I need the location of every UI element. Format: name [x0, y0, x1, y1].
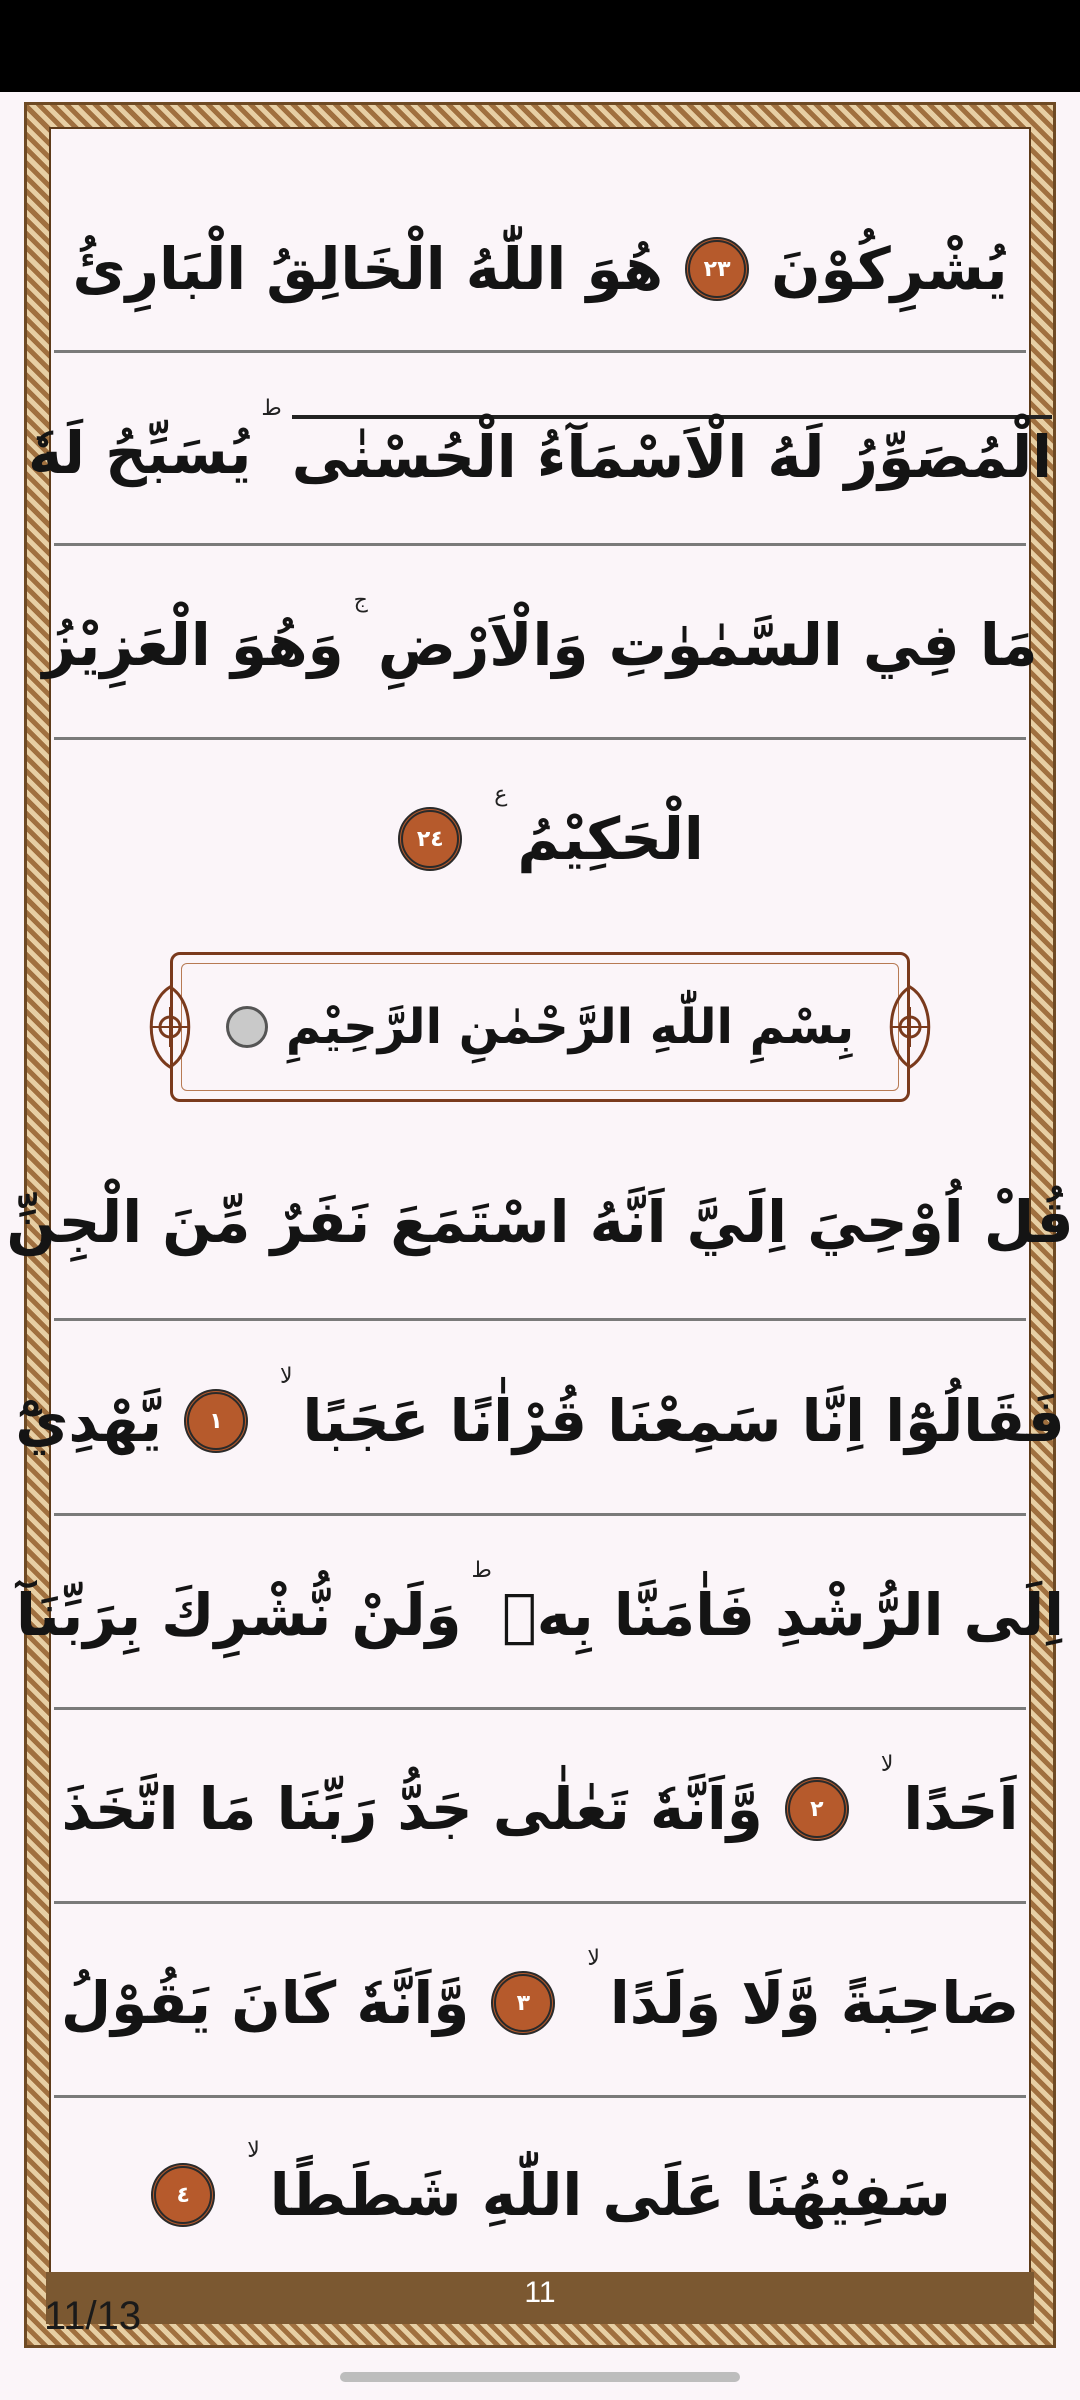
line-text-after: وَهُوَ الْعَزِيْزُ: [42, 611, 344, 679]
floral-ornament-icon: [865, 982, 955, 1072]
bismillah-text: بِسْمِ اللّٰهِ الرَّحْمٰنِ الرَّحِيْمِ: [285, 999, 855, 1055]
pause-mark: لا: [247, 2138, 260, 2163]
line-text: سَفِيْهُنَا عَلَى اللّٰهِ شَطَطًا: [269, 2161, 951, 2229]
line-text-after: وَلَنْ نُّشْرِكَ بِرَبِّنَآ: [16, 1581, 462, 1649]
ayah-number-marker: ٢٣: [685, 237, 749, 301]
line-divider: [54, 543, 1026, 546]
line-divider: [54, 350, 1026, 353]
line-divider: [54, 1513, 1026, 1516]
pause-mark: لا: [880, 1752, 894, 1777]
quran-line-7[interactable]: [16, 1518, 1064, 1712]
line-text-after: يَّهْدِيْٓ: [15, 1387, 162, 1455]
quran-line-5[interactable]: [6, 1125, 1074, 1319]
line-divider: [54, 1318, 1026, 1321]
line-text-after: وَّاَنَّهٗ تَعٰلٰى جَدُّ رَبِّنَا مَا اتَّخَذَ: [61, 1775, 763, 1843]
line-text: الْمُصَوِّرُ لَهُ الْاَسْمَآءُ الْحُسْنٰى: [292, 415, 1052, 491]
line-divider: [54, 1901, 1026, 1904]
quran-line-2[interactable]: [27, 356, 1052, 550]
line-text-after: يُسَبِّحُ لَهٗ: [27, 419, 252, 487]
line-text: يُشْرِكُوْنَ: [771, 235, 1008, 303]
pause-mark: لا: [587, 1946, 600, 1971]
status-bar: [0, 0, 1080, 92]
line-text: صَاحِبَةً وَّلَا وَلَدًا: [609, 1969, 1020, 2037]
line-text: قُلْ اُوْحِيَ اِلَيَّ اَنَّهُ اسْتَمَعَ نَفَرٌ مِّنَ الْجِنِّ: [6, 1188, 1074, 1256]
ayah-number-marker: ٢٤: [398, 807, 462, 871]
ayah-number-marker: ٤: [151, 2163, 215, 2227]
pause-mark: ط: [471, 1558, 492, 1583]
quran-line-10[interactable]: [54, 2098, 1026, 2292]
bismillah-banner: [170, 952, 910, 1102]
line-divider: [54, 1707, 1026, 1710]
quran-line-6[interactable]: [15, 1324, 1065, 1518]
line-text-after: هُوَ اللّٰهُ الْخَالِقُ الْبَارِئُ: [72, 235, 664, 303]
quran-line-8[interactable]: [54, 1712, 1026, 1906]
quran-line-3[interactable]: [42, 548, 1038, 742]
quran-line-4[interactable]: [54, 742, 1026, 936]
pause-mark: لا: [279, 1364, 293, 1389]
ayah-number-marker: ٢: [785, 1777, 849, 1841]
line-text-after: وَّاَنَّهٗ كَانَ يَقُوْلُ: [60, 1969, 470, 2037]
ayah-number-marker: ٣: [491, 1971, 555, 2035]
line-text: فَقَالُوْٓا اِنَّا سَمِعْنَا قُرْاٰنًا عَجَبًا: [302, 1387, 1065, 1455]
verse-end-dot-icon: [226, 1006, 268, 1048]
pause-mark: ع: [494, 782, 508, 807]
home-indicator[interactable]: [340, 2372, 740, 2382]
pause-mark: ج: [353, 588, 368, 613]
line-text: الْحَكِيْمُ: [517, 805, 704, 873]
quran-line-9[interactable]: [54, 1906, 1026, 2100]
line-text: اِلَى الرُّشْدِ فَاٰمَنَّا بِهٖ: [501, 1581, 1064, 1649]
line-divider: [54, 737, 1026, 740]
page-counter: 11/13: [44, 2294, 142, 2338]
pause-mark: ط: [261, 396, 282, 421]
floral-ornament-icon: [125, 982, 215, 1072]
ayah-number-marker: ١: [184, 1389, 248, 1453]
quran-line-1[interactable]: [54, 172, 1026, 366]
line-text: مَا فِي السَّمٰوٰتِ وَالْاَرْضِ: [377, 611, 1038, 679]
page-number: 11: [524, 2276, 556, 2309]
line-text: اَحَدًا: [903, 1775, 1019, 1843]
